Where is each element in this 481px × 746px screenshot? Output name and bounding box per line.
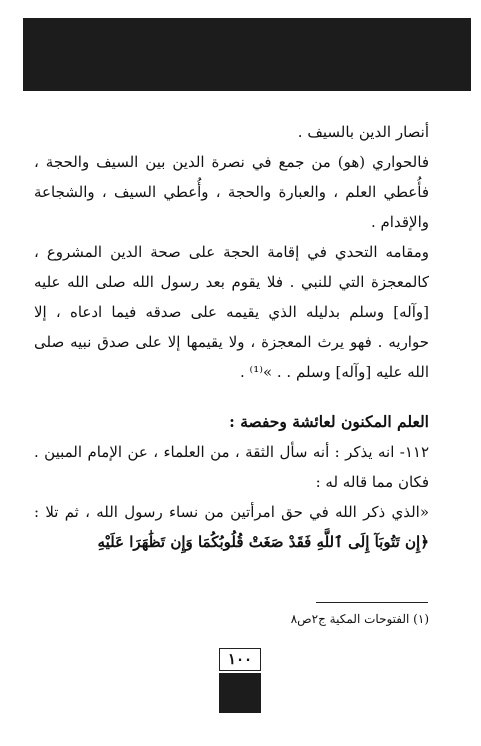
footnote-divider: [316, 602, 428, 603]
paragraph-2: فالحواري (هو) من جمع في نصرة الدين بين السيف والحجة ، فأُعطي العلم ، والعبارة والحجة ، وأُعطي السيف ، والشجاعة والإقدام .: [34, 153, 429, 231]
footnote: (١) الفتوحات المكية ج٢ص٨: [290, 612, 429, 626]
paragraph-1: أنصار الدين بالسيف .: [297, 123, 429, 141]
quran-verse: ﴿إِن تَتُوبَآ إِلَى ٱللَّهِ فَقَدْ صَغَتْ قُلُوبُكُمَا وَإِن تَظَٰهَرَا عَلَيْهِ: [97, 533, 429, 551]
section-paragraph-2-text: «الذي ذكر الله في حق امرأتين من نساء رسول الله ، ثم تلا :: [34, 503, 429, 521]
bottom-bar: [219, 673, 261, 713]
page-number: ١٠٠: [219, 648, 261, 671]
section-paragraph-2: [34, 497, 429, 557]
section-paragraph-1: ١١٢- انه يذكر : أنه سأل الثقة ، من العلماء ، عن الإمام المبين . فكان مما قاله له :: [34, 443, 429, 491]
header-bar: [23, 18, 471, 91]
paragraph-3: ومقامه التحدي في إقامة الحجة على صحة الدين المشروع ، كالمعجزة التي للنبي . فلا يقوم بعد رسول الله صلى الله عليه [وآله] وسلم بدليله الذي يقيمه على صدقه فيما ادعاه ، إلا حواريه . فهو يرث المعجزة ، ولا يقيمها إلا على صدق نبيه صلى الله عليه [وآله] وسلم . . »⁽¹⁾ .: [34, 243, 429, 381]
section-heading: العلم المكنون لعائشة وحفصة :: [229, 412, 429, 431]
page-text: [34, 117, 429, 557]
